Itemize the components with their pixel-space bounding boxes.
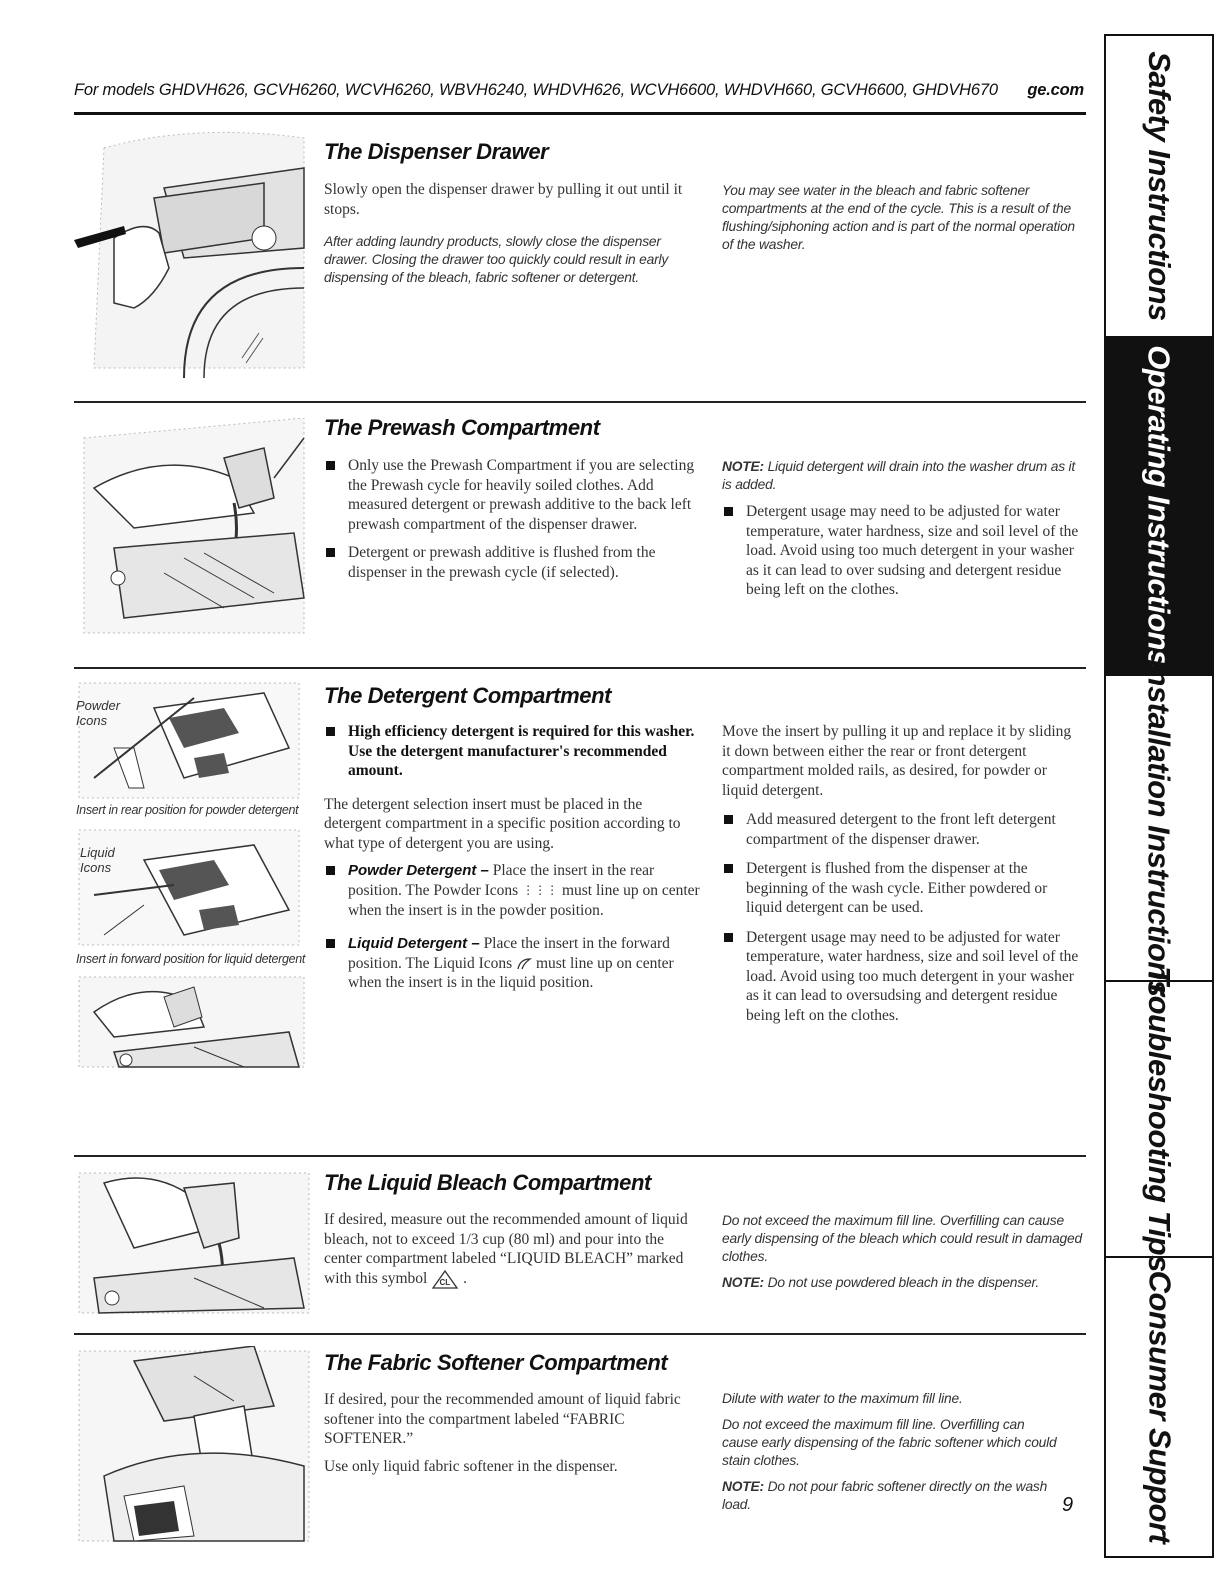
powder-icons-callout: Powder Icons: [76, 698, 121, 728]
detergent-bullet: Add measured detergent to the front left detergent compartment of the dispenser drawer.: [722, 810, 1082, 849]
section-divider: [74, 401, 1086, 403]
tab-label: Troubleshooting Tips: [1142, 966, 1177, 1272]
note-label: NOTE:: [722, 1479, 764, 1494]
section-divider: [74, 1333, 1086, 1335]
detergent-title: The Detergent Compartment: [324, 683, 612, 708]
prewash-bullet: Detergent or prewash additive is flushed from the dispenser in the prewash cycle (if selected).: [324, 543, 699, 582]
note-text: Do not pour fabric softener directly on the wash load.: [722, 1479, 1048, 1512]
dispenser-drawer-title: The Dispenser Drawer: [324, 139, 549, 164]
softener-instructions: If desired, pour the recommended amount of liquid fabric softener into the compartment labeled “FABRIC SOFTENER.”: [324, 1391, 681, 1447]
tab-consumer-support[interactable]: [1106, 1258, 1212, 1556]
liquid-insert-illustration: [74, 825, 304, 950]
powder-detergent-text: Place the insert in the rear position. The Powder Icons: [348, 862, 655, 899]
tab-label: Safety Instructions: [1142, 51, 1177, 321]
tab-operating-instructions[interactable]: [1106, 338, 1212, 676]
softener-dilute-note: Dilute with water to the maximum fill line.: [722, 1391, 963, 1406]
note-text: Liquid detergent will drain into the washer drum as it is added.: [722, 459, 1076, 492]
tab-safety-instructions[interactable]: [1106, 36, 1212, 338]
bleach-left-column: [324, 1210, 694, 1297]
detergent-bullet: Detergent is flushed from the dispenser at the beginning of the wash cycle. Either powdered or liquid detergent can be used.: [722, 859, 1082, 918]
detergent-left-column: [324, 722, 702, 1002]
prewash-bullet: Detergent usage may need to be adjusted for water temperature, water hardness, size and soil level of the load. Avoid using too much detergent in your washer as it can lead to over sudsing and detergent residue being left on the clothes.: [722, 502, 1082, 600]
header-rule: [74, 112, 1086, 115]
tab-label: Consumer Support: [1142, 1270, 1178, 1544]
prewash-title: The Prewash Compartment: [324, 415, 600, 440]
site-url: ge.com: [1027, 81, 1084, 99]
dispenser-closing-note: After adding laundry products, slowly close the dispenser drawer. Closing the drawer too quickly could result in early dispensing of the bleach, fabric softener or detergent.: [324, 234, 669, 285]
bleach-right-column: [722, 1212, 1082, 1300]
note-label: NOTE:: [722, 1275, 764, 1290]
powder-detergent-bullet: [324, 861, 702, 920]
dispenser-drawer-left-column: [324, 180, 694, 295]
softener-note: [722, 1478, 1062, 1514]
liquid-insert-caption: Insert in forward position for liquid detergent: [76, 952, 306, 966]
prewash-left-column: [324, 456, 699, 591]
powder-insert-caption: Insert in rear position for powder detergent: [76, 803, 299, 817]
section-divider: [74, 1155, 1086, 1157]
page-header: [74, 81, 1084, 100]
bleach-symbol-icon: [431, 1270, 463, 1287]
powder-detergent-text-end: must line up on center when the insert is in the powder position.: [348, 881, 700, 919]
bleach-pour-illustration: [74, 1168, 314, 1318]
powder-insert-illustration: [74, 678, 304, 803]
note-text: Do not use powdered bleach in the dispenser.: [767, 1275, 1039, 1290]
prewash-note: [722, 458, 1082, 494]
softener-right-column: [722, 1390, 1062, 1522]
insert-placement-text: The detergent selection insert must be placed in the detergent compartment in a specific position according to what type of detergent you are using.: [324, 795, 681, 852]
tab-installation-instructions[interactable]: [1106, 659, 1212, 997]
bleach-instructions: If desired, measure out the recommended amount of liquid bleach, not to exceed 1/3 cup (80 ml) and pour into the center compartment labeled “LIQUID BLEACH” marked with this symbol CL .: [324, 1211, 688, 1287]
powder-icons-glyph: ⋮⋮⋮: [522, 883, 559, 898]
he-detergent-requirement: High efficiency detergent is required for this washer. Use the detergent manufacturer's recommended amount.: [324, 722, 702, 781]
bleach-instructions-text: If desired, measure out the recommended amount of liquid bleach, not to exceed 1/3 cup (80 ml) and pour into the center compartment labeled “LIQUID BLEACH” marked with this symbol: [324, 1211, 688, 1287]
softener-overfill-note: Do not exceed the maximum fill line. Overfilling can cause early dispensing of the fabric softener which could stain clothes.: [722, 1417, 1057, 1468]
svg-text:CL: CL: [439, 1277, 451, 1287]
bleach-note: [722, 1274, 1082, 1292]
softener-title: The Fabric Softener Compartment: [324, 1350, 668, 1375]
softener-pour-illustration: [74, 1346, 314, 1546]
dispenser-instructions: Slowly open the dispenser drawer by pulling it out until it stops.: [324, 181, 683, 218]
bleach-title: The Liquid Bleach Compartment: [324, 1170, 651, 1195]
prewash-bullet: Only use the Prewash Compartment if you are selecting the Prewash cycle for heavily soiled clothes. Add measured detergent or prewash additive to the back left prewash compartment of the dispenser drawer.: [324, 456, 699, 534]
dispenser-water-note: You may see water in the bleach and fabric softener compartments at the end of the cycle. This is a result of the flushing/siphoning action and is part of the normal operation of the washer.: [722, 183, 1075, 252]
liquid-detergent-text-end: must line up on center when the insert is in the liquid position.: [348, 954, 674, 992]
dispenser-drawer-illustration: [74, 128, 314, 378]
insert-move-text: Move the insert by pulling it up and replace it by sliding it down between either the rear or front detergent compartment molded rails, as desired, for powder or liquid detergent.: [722, 723, 1072, 799]
section-divider: [74, 667, 1086, 669]
liquid-detergent-text: Place the insert in the forward position. The Liquid Icons: [348, 935, 670, 972]
softener-left-column: [324, 1390, 699, 1484]
prewash-right-column: [722, 458, 1082, 609]
liquid-detergent-label: Liquid Detergent –: [348, 935, 480, 953]
page-number: 9: [1062, 1494, 1074, 1516]
liquid-icons-callout: Liquid Icons: [80, 845, 115, 875]
note-label: NOTE:: [722, 459, 764, 474]
detergent-right-column: [722, 722, 1082, 1034]
bleach-overfill-note: Do not exceed the maximum fill line. Overfilling can cause early dispensing of the bleach which could result in damaged clothes.: [722, 1213, 1082, 1264]
powder-detergent-label: Powder Detergent –: [348, 862, 489, 879]
detergent-pour-illustration: [74, 972, 309, 1072]
tab-label: Installation Instructions: [1142, 659, 1177, 997]
model-list: For models GHDVH626, GCVH6260, WCVH6260, WBVH6240, WHDVH626, WCVH6600, WHDVH660, GCVH6600, GHDVH670: [74, 81, 998, 99]
liquid-icon: [516, 955, 536, 972]
tab-troubleshooting-tips[interactable]: [1106, 966, 1212, 1272]
dispenser-drawer-right-column: [722, 182, 1077, 262]
softener-liquid-only: Use only liquid fabric softener in the dispenser.: [324, 1457, 618, 1475]
tab-label: Operating Instructions: [1142, 345, 1178, 667]
section-tabs: [1104, 34, 1214, 1558]
detergent-bullet: Detergent usage may need to be adjusted for water temperature, water hardness, size and soil level of the load. Avoid using too much detergent in your washer as it can lead to oversudsing and detergent residue being left on the clothes.: [722, 928, 1082, 1026]
liquid-detergent-bullet: [324, 934, 702, 993]
prewash-illustration: [74, 418, 314, 643]
